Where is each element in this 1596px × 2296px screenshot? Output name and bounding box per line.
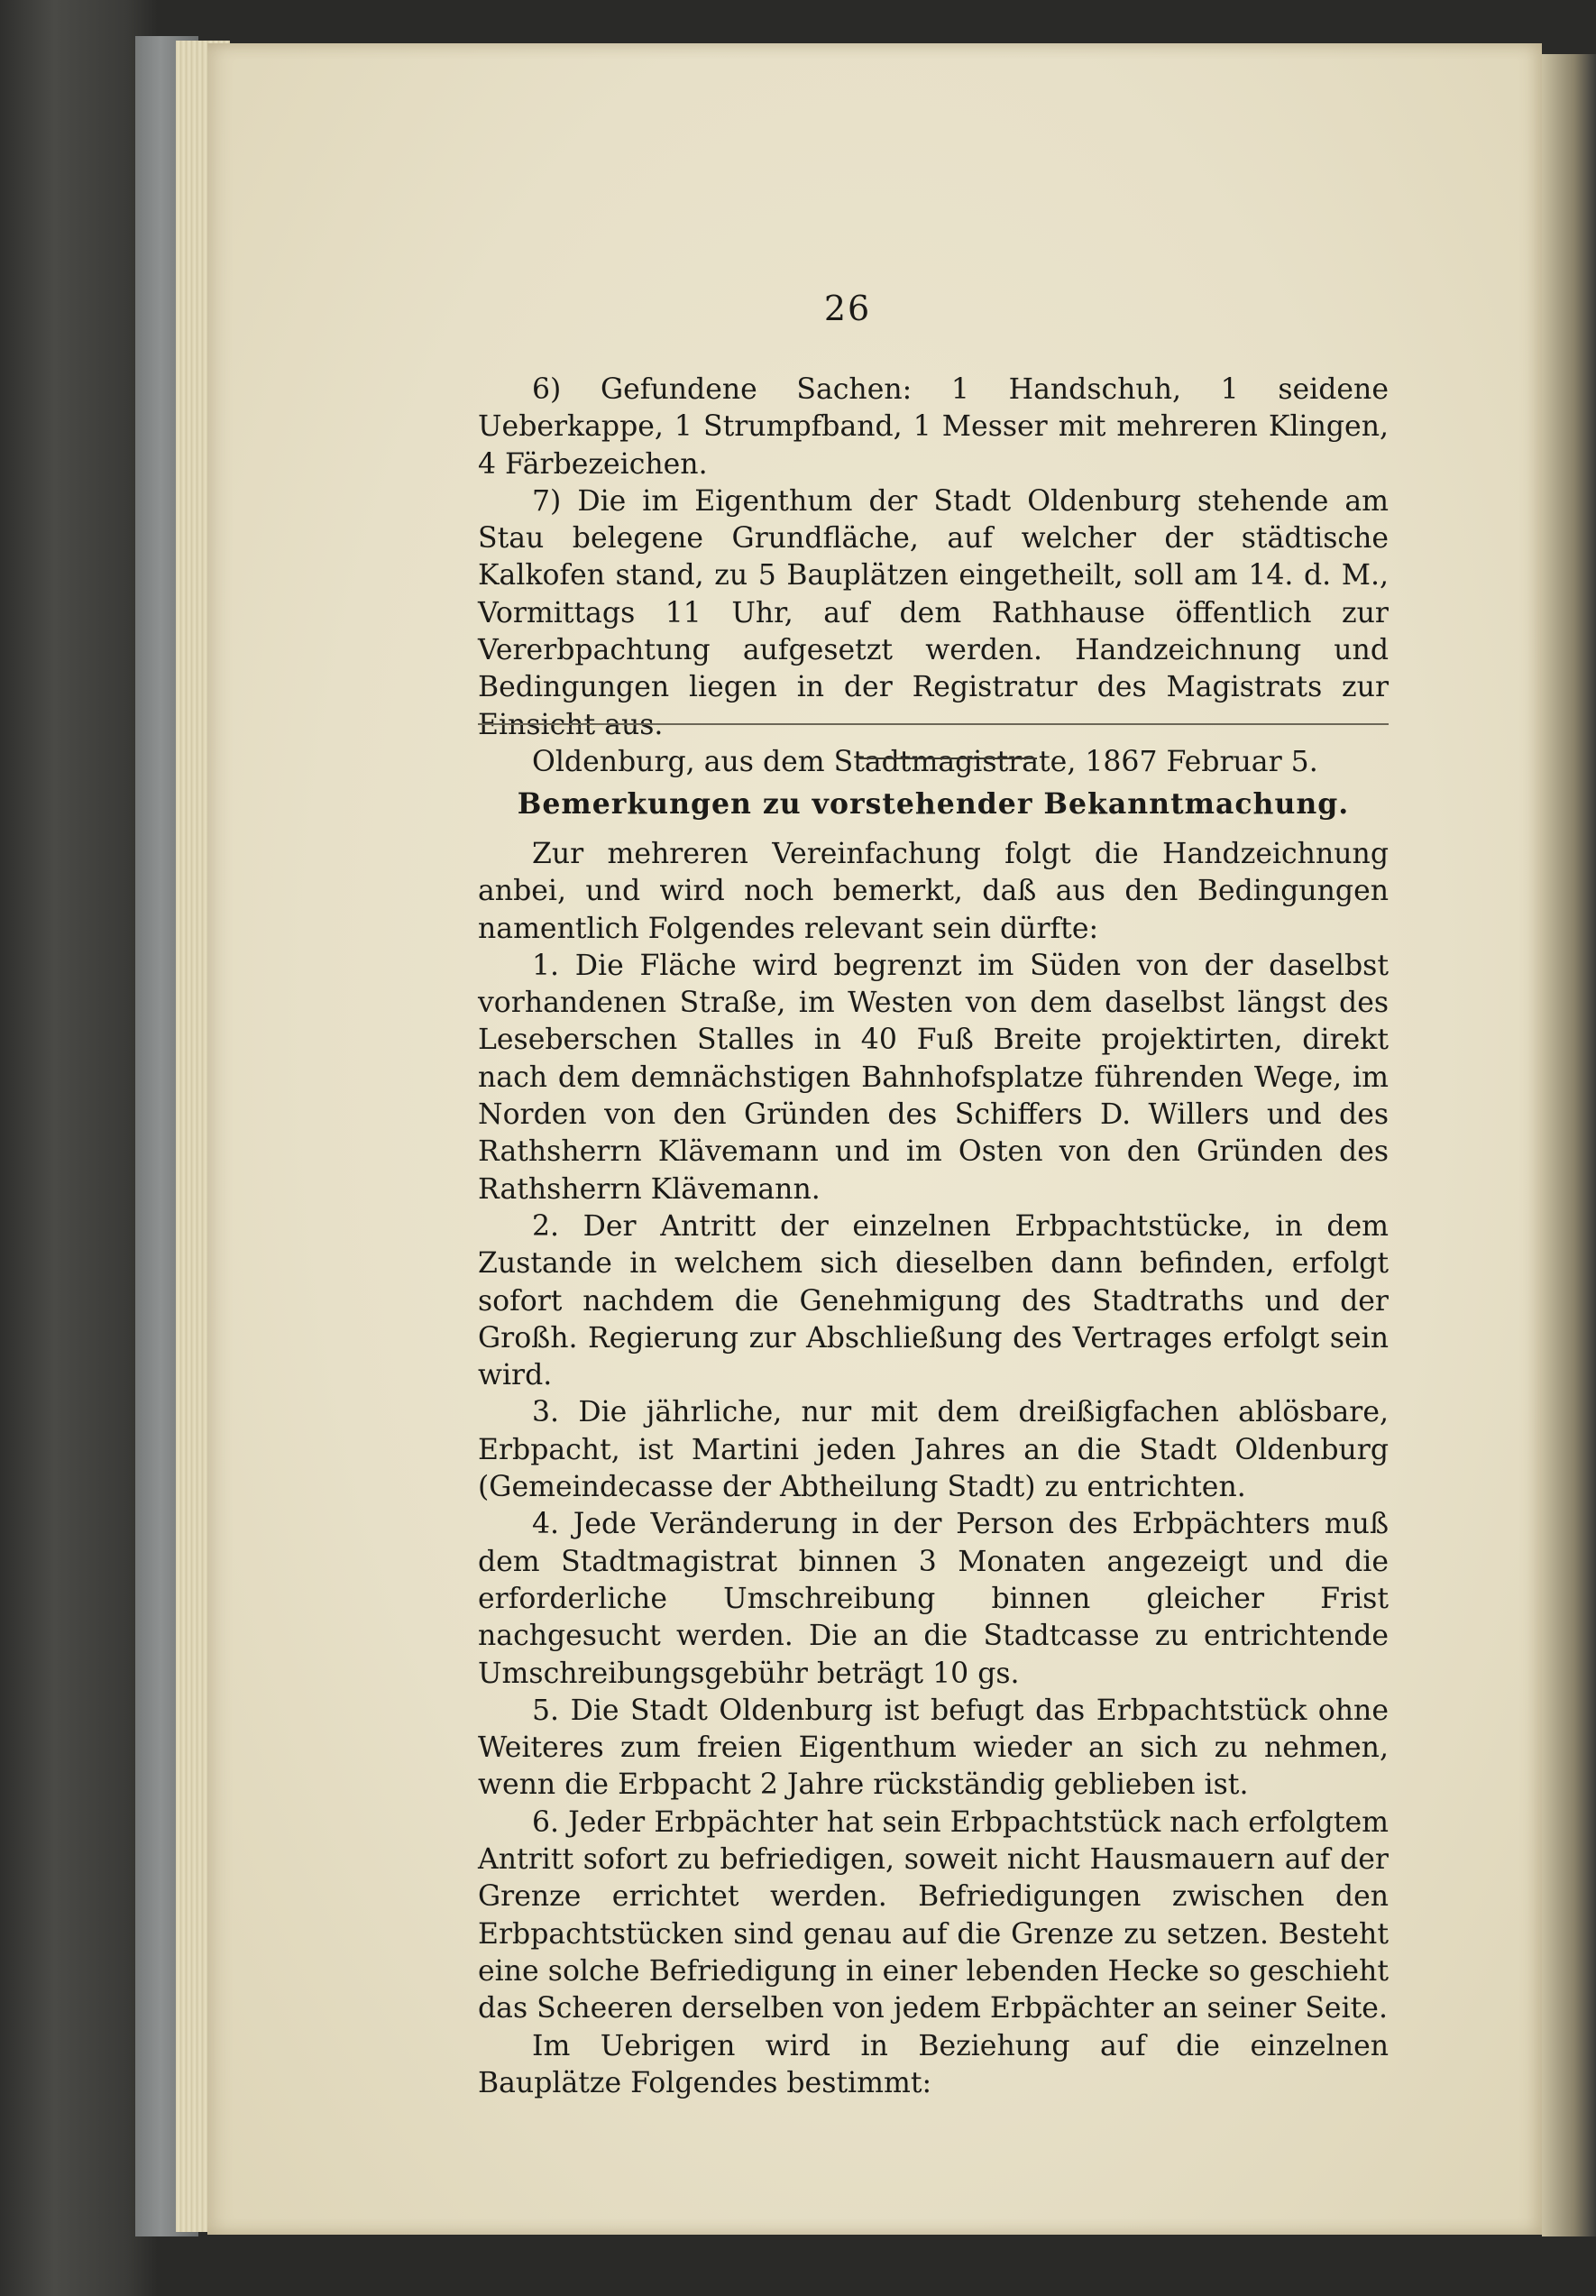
notice-signature: Oldenburg, aus dem Stadtmagistrate, 1867 Februar 5. <box>532 745 1318 778</box>
section-divider <box>857 758 1037 759</box>
remarks-point-2: 2. Der Antritt der einzelnen Erbpachtstücke, in dem Zustande in welchem sich dieselben dann befinden, erfolgt sofort nachdem die Genehmigung des Stadtraths und der Großh. Regierung zur Abschließung des Vertrages erfolgt sein wird. <box>478 1209 1389 1392</box>
remarks-point-1: 1. Die Fläche wird begrenzt im Süden von der daselbst vorhandenen Straße, im Westen von dem daselbst längst des Leseberschen Stalles in 40 Fuß Breite projektirten, direkt nach dem demnächstigen Bahnhofsplatze führenden Wege, im Norden von den Gründen des Schiffers D. Willers und des Rathsherrn Klävemann und im Osten von den Gründen des Rathsherrn Klävemann. <box>478 949 1389 1206</box>
remarks-section <box>478 836 1389 2102</box>
section-heading: Bemerkungen zu vorstehender Bekanntmachung. <box>517 787 1350 821</box>
remarks-point-4: 4. Jede Veränderung in der Person des Erbpächters muß dem Stadtmagistrat binnen 3 Monaten angezeigt und die erforderliche Umschreibung binnen gleicher Frist nachgesucht werden. Die an die Stadtcasse zu entrichtende Umschreibungsgebühr beträgt 10 gs. <box>478 1508 1389 1690</box>
page-content <box>271 117 1425 2182</box>
notice-item-6: 6) Gefundene Sachen: 1 Handschuh, 1 seidene Ueberkappe, 1 Strumpfband, 1 Messer mit mehreren Klingen, 4 Färbezeichen. <box>478 373 1389 481</box>
underline-rule <box>478 723 1389 725</box>
page-number: 26 <box>823 289 872 328</box>
remarks-intro: Zur mehreren Vereinfachung folgt die Handzeichnung anbei, und wird noch bemerkt, daß aus den Bedingungen namentlich Folgendes relevant sein dürfte: <box>478 838 1389 945</box>
facing-page-edge <box>1542 54 1596 2236</box>
remarks-point-6: 6. Jeder Erbpächter hat sein Erbpachtstück nach erfolgtem Antritt sofort zu befriedigen, soweit nicht Hausmauern auf der Grenze errichtet werden. Befriedigungen zwischen den Erbpachtstücken sind genau auf die Grenze zu setzen. Besteht eine solche Befriedigung in einer lebenden Hecke so geschieht das Scheeren derselben von jedem Erbpächter an seiner Seite. <box>478 1805 1389 2025</box>
remarks-point-3: 3. Die jährliche, nur mit dem dreißigfachen ablösbare, Erbpacht, ist Martini jeden Jahres an die Stadt Oldenburg (Gemeindecasse der Abtheilung Stadt) zu entrichten. <box>478 1396 1389 1504</box>
notice-section <box>478 372 1389 781</box>
notice-item-7: 7) Die im Eigenthum der Stadt Oldenburg stehende am Stau belegene Grundfläche, auf welcher der städtische Kalkofen stand, zu 5 Bauplätzen eingetheilt, soll am 14. d. M., Vormittags 11 Uhr, auf dem Rathhause öffentlich zur Vererbpachtung aufgesetzt werden. Handzeichnung und Bedingungen liegen in der Registratur des Magistrats zur Einsicht aus. <box>478 484 1389 741</box>
remarks-point-5: 5. Die Stadt Oldenburg ist befugt das Erbpachtstück ohne Weiteres zum freien Eigenthum wieder an sich zu nehmen, wenn die Erbpacht 2 Jahre rückständig geblieben ist. <box>478 1694 1389 1802</box>
remarks-closing: Im Uebrigen wird in Beziehung auf die einzelnen Bauplätze Folgendes bestimmt: <box>478 2029 1389 2099</box>
